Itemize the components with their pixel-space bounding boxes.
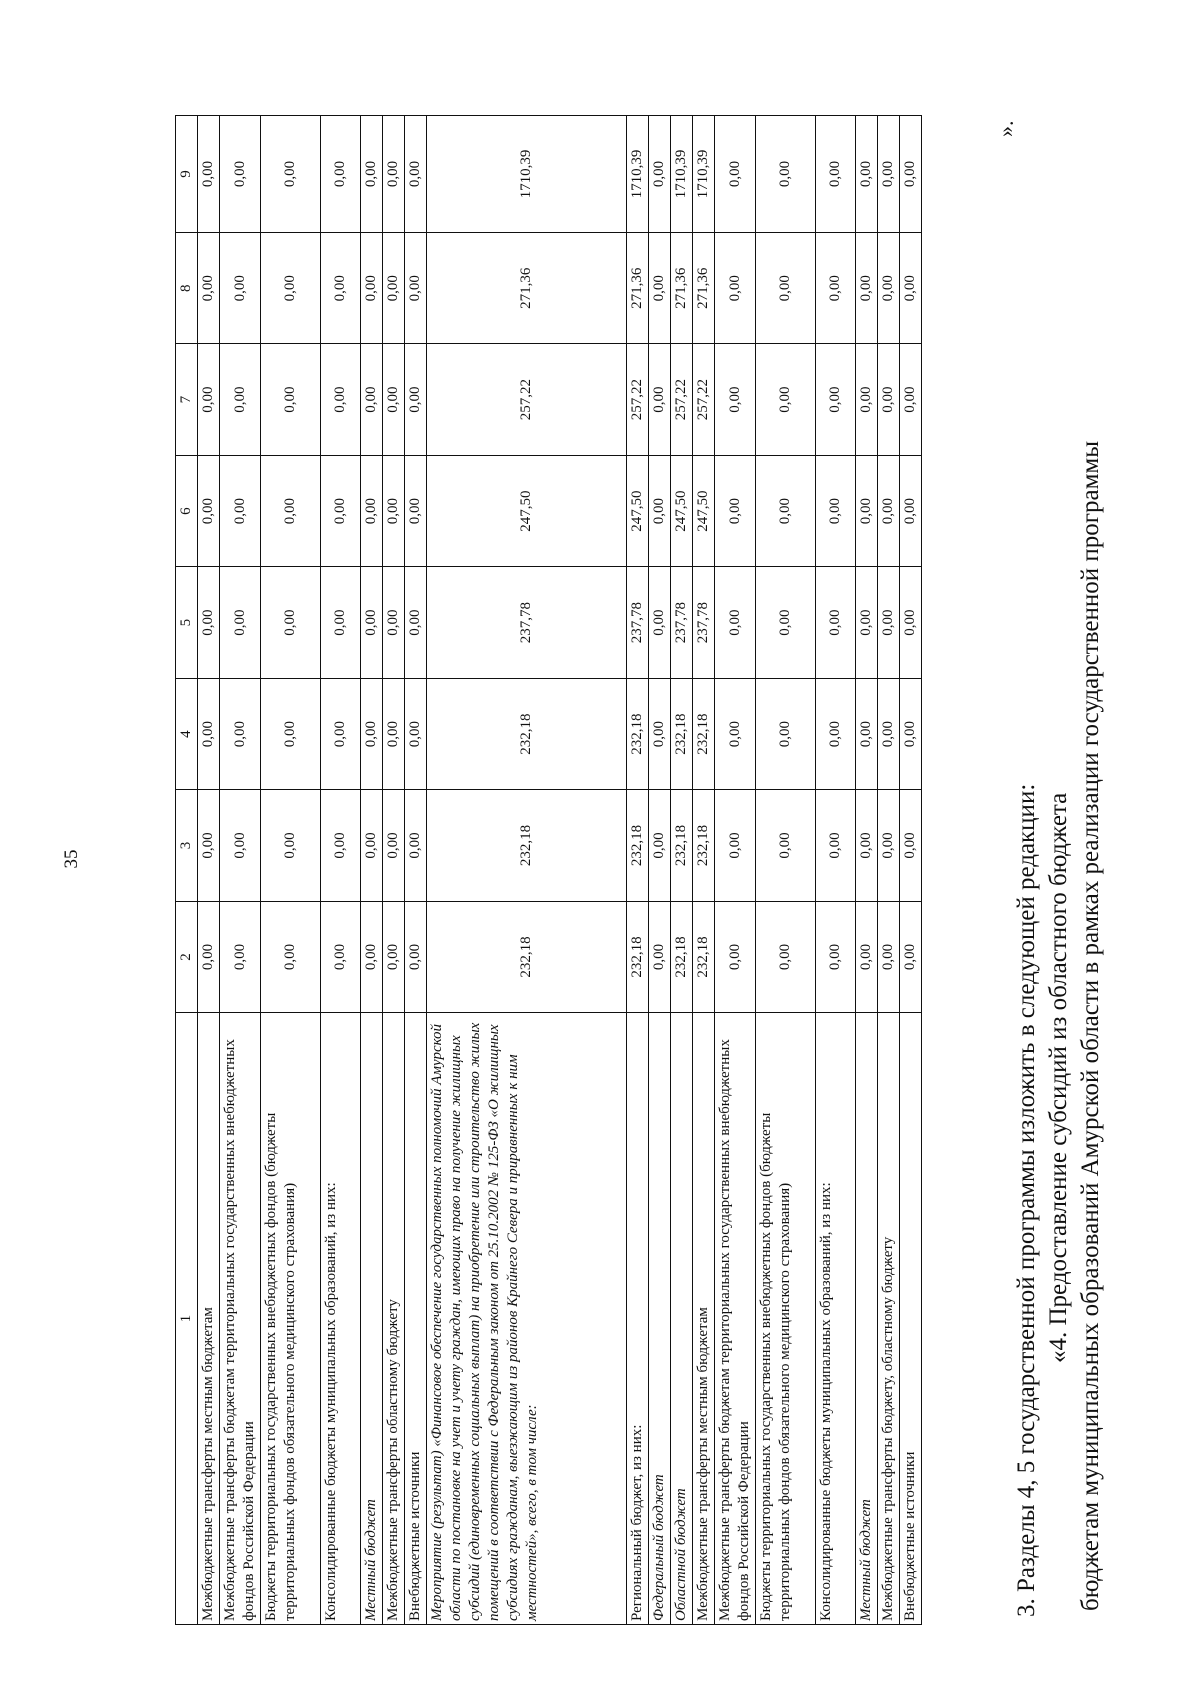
row-label: Внебюджетные источники	[900, 1013, 922, 1625]
value-cell: 0,00	[261, 455, 321, 566]
value-cell: 0,00	[321, 678, 361, 789]
value-cell: 0,00	[361, 455, 383, 566]
table-row	[715, 116, 756, 1625]
header-cell: 5	[176, 567, 198, 678]
value-cell: 0,00	[321, 116, 361, 233]
value-cell: 237,78	[427, 567, 627, 678]
value-cell: 0,00	[649, 455, 671, 566]
row-label: Межбюджетные трансферты бюджетам территориальных государственных внебюджетных фондов Российской Федерации	[715, 1013, 756, 1625]
value-cell: 0,00	[220, 790, 261, 901]
value-cell: 0,00	[405, 567, 427, 678]
value-cell: 0,00	[321, 901, 361, 1012]
value-cell: 0,00	[856, 678, 878, 789]
value-cell: 0,00	[816, 678, 856, 789]
value-cell: 232,18	[693, 678, 715, 789]
value-cell: 0,00	[361, 567, 383, 678]
table-row	[816, 116, 856, 1625]
row-label: Консолидированные бюджеты муниципальных образований, из них:	[816, 1013, 856, 1625]
value-cell: 0,00	[321, 344, 361, 455]
table-row	[261, 116, 321, 1625]
value-cell: 232,18	[693, 901, 715, 1012]
table-row	[856, 116, 878, 1625]
value-cell: 0,00	[361, 344, 383, 455]
value-cell: 257,22	[693, 344, 715, 455]
value-cell: 0,00	[321, 455, 361, 566]
value-cell: 257,22	[427, 344, 627, 455]
value-cell: 0,00	[756, 790, 816, 901]
value-cell: 271,36	[693, 232, 715, 343]
value-cell: 0,00	[816, 567, 856, 678]
value-cell: 0,00	[405, 678, 427, 789]
value-cell: 0,00	[878, 790, 900, 901]
value-cell: 0,00	[715, 567, 756, 678]
header-cell: 8	[176, 232, 198, 343]
value-cell: 0,00	[261, 567, 321, 678]
budget-table-body	[176, 116, 922, 1625]
value-cell: 232,18	[427, 901, 627, 1012]
value-cell: 0,00	[261, 678, 321, 789]
row-label: Бюджеты территориальных государственных внебюджетных фондов (бюджеты территориальных фондов обязательного медицинского страхования)	[261, 1013, 321, 1625]
value-cell: 0,00	[756, 232, 816, 343]
value-cell: 0,00	[878, 455, 900, 566]
table-row	[671, 116, 693, 1625]
value-cell: 0,00	[198, 116, 220, 233]
value-cell: 0,00	[383, 455, 405, 566]
value-cell: 0,00	[383, 344, 405, 455]
page-number: 35	[61, 849, 82, 869]
header-cell: 6	[176, 455, 198, 566]
value-cell: 0,00	[756, 116, 816, 233]
value-cell: 0,00	[361, 116, 383, 233]
value-cell: 0,00	[900, 901, 922, 1012]
value-cell: 0,00	[405, 232, 427, 343]
value-cell: 0,00	[856, 455, 878, 566]
value-cell: 0,00	[816, 232, 856, 343]
row-label: Консолидированные бюджеты муниципальных образований, из них:	[321, 1013, 361, 1625]
value-cell: 0,00	[878, 344, 900, 455]
table-row	[405, 116, 427, 1625]
value-cell: 0,00	[816, 455, 856, 566]
value-cell: 257,22	[627, 344, 649, 455]
row-label: Межбюджетные трансферты местным бюджетам	[693, 1013, 715, 1625]
value-cell: 0,00	[649, 116, 671, 233]
value-cell: 0,00	[900, 116, 922, 233]
row-label: Межбюджетные трансферты областному бюджету	[383, 1013, 405, 1625]
table-row	[649, 116, 671, 1625]
value-cell: 0,00	[261, 232, 321, 343]
value-cell: 1710,39	[693, 116, 715, 233]
value-cell: 0,00	[756, 455, 816, 566]
table-row	[361, 116, 383, 1625]
value-cell: 0,00	[715, 790, 756, 901]
value-cell: 0,00	[405, 116, 427, 233]
value-cell: 237,78	[627, 567, 649, 678]
row-label: Внебюджетные источники	[405, 1013, 427, 1625]
value-cell: 0,00	[198, 344, 220, 455]
value-cell: 0,00	[856, 344, 878, 455]
value-cell: 0,00	[261, 116, 321, 233]
value-cell: 0,00	[261, 901, 321, 1012]
value-cell: 0,00	[383, 790, 405, 901]
value-cell: 0,00	[321, 232, 361, 343]
value-cell: 1710,39	[671, 116, 693, 233]
value-cell: 0,00	[856, 901, 878, 1012]
value-cell: 0,00	[816, 790, 856, 901]
header-cell: 4	[176, 678, 198, 789]
value-cell: 0,00	[383, 901, 405, 1012]
value-cell: 257,22	[671, 344, 693, 455]
value-cell: 0,00	[900, 455, 922, 566]
value-cell: 247,50	[627, 455, 649, 566]
value-cell: 232,18	[693, 790, 715, 901]
row-label: Межбюджетные трансферты бюджету, областному бюджету	[878, 1013, 900, 1625]
row-label: Мероприятие (результат) «Финансовое обеспечение государственных полномочий Амурской области по постановке на учет и учету граждан, имеющих право на получение жилищных субсидий (единовременных социальных выплат) на приобретение или строительство жилых помещений в соответствии с Федеральным законом от 25.10.2002 № 125-ФЗ «О жилищных субсидиях гражданам, выезжающим из районов Крайнего Севера и приравненных к ним местностей», всего, в том числе:	[427, 1013, 627, 1625]
value-cell: 0,00	[198, 790, 220, 901]
value-cell: 0,00	[649, 344, 671, 455]
section-title-line-1: «4. Предоставление субсидий из областного бюджета	[1045, 792, 1072, 1363]
table-row	[693, 116, 715, 1625]
value-cell: 0,00	[649, 678, 671, 789]
value-cell: 0,00	[220, 901, 261, 1012]
value-cell: 0,00	[361, 232, 383, 343]
value-cell: 0,00	[220, 116, 261, 233]
rotated-page-content	[175, 115, 1110, 1625]
value-cell: 0,00	[649, 901, 671, 1012]
value-cell: 0,00	[198, 567, 220, 678]
value-cell: 271,36	[627, 232, 649, 343]
value-cell: 0,00	[856, 232, 878, 343]
value-cell: 247,50	[427, 455, 627, 566]
value-cell: 232,18	[627, 790, 649, 901]
value-cell: 0,00	[756, 901, 816, 1012]
value-cell: 0,00	[756, 678, 816, 789]
value-cell: 0,00	[198, 455, 220, 566]
closing-quote-mark: ».	[993, 120, 1018, 137]
table-row	[321, 116, 361, 1625]
header-cell: 2	[176, 901, 198, 1012]
value-cell: 0,00	[878, 567, 900, 678]
value-cell: 247,50	[693, 455, 715, 566]
value-cell: 232,18	[627, 901, 649, 1012]
row-label: Межбюджетные трансферты местным бюджетам	[198, 1013, 220, 1625]
value-cell: 0,00	[900, 790, 922, 901]
value-cell: 0,00	[383, 678, 405, 789]
row-label: Бюджеты территориальных государственных внебюджетных фондов (бюджеты территориальных фондов обязательного медицинского страхования)	[756, 1013, 816, 1625]
header-cell: 7	[176, 344, 198, 455]
value-cell: 232,18	[627, 678, 649, 789]
header-cell: 1	[176, 1013, 198, 1625]
value-cell: 0,00	[220, 567, 261, 678]
value-cell: 1710,39	[627, 116, 649, 233]
header-cell: 9	[176, 116, 198, 233]
value-cell: 0,00	[405, 790, 427, 901]
value-cell: 0,00	[405, 455, 427, 566]
value-cell: 1710,39	[427, 116, 627, 233]
row-label: Местный бюджет	[361, 1013, 383, 1625]
value-cell: 0,00	[261, 344, 321, 455]
table-row	[878, 116, 900, 1625]
value-cell: 232,18	[671, 678, 693, 789]
value-cell: 0,00	[900, 567, 922, 678]
table-row	[900, 116, 922, 1625]
value-cell: 0,00	[405, 901, 427, 1012]
value-cell: 232,18	[427, 678, 627, 789]
row-label: Областной бюджет	[671, 1013, 693, 1625]
value-cell: 0,00	[715, 901, 756, 1012]
value-cell: 0,00	[816, 116, 856, 233]
table-row	[198, 116, 220, 1625]
value-cell: 0,00	[715, 116, 756, 233]
value-cell: 0,00	[900, 232, 922, 343]
value-cell: 0,00	[220, 455, 261, 566]
value-cell: 237,78	[671, 567, 693, 678]
budget-table	[175, 115, 922, 1625]
value-cell: 0,00	[756, 567, 816, 678]
value-cell: 0,00	[405, 344, 427, 455]
value-cell: 0,00	[198, 901, 220, 1012]
value-cell: 0,00	[261, 790, 321, 901]
value-cell: 0,00	[900, 344, 922, 455]
value-cell: 0,00	[198, 678, 220, 789]
value-cell: 0,00	[361, 790, 383, 901]
amendment-paragraph: 3. Разделы 4, 5 государственной программы изложить в следующей редакции:	[1013, 783, 1040, 1617]
value-cell: 0,00	[715, 344, 756, 455]
value-cell: 0,00	[361, 678, 383, 789]
value-cell: 0,00	[878, 232, 900, 343]
value-cell: 0,00	[220, 344, 261, 455]
table-row	[756, 116, 816, 1625]
value-cell: 0,00	[715, 232, 756, 343]
table-row	[427, 116, 627, 1625]
value-cell: 0,00	[878, 901, 900, 1012]
section-title-line-2: бюджетам муниципальных образований Амурской области в рамках реализации государственной программы	[1077, 440, 1104, 1611]
value-cell: 0,00	[383, 567, 405, 678]
header-cell: 3	[176, 790, 198, 901]
value-cell: 232,18	[427, 790, 627, 901]
value-cell: 0,00	[220, 232, 261, 343]
value-cell: 0,00	[220, 678, 261, 789]
value-cell: 0,00	[715, 678, 756, 789]
value-cell: 0,00	[649, 567, 671, 678]
value-cell: 247,50	[671, 455, 693, 566]
value-cell: 0,00	[816, 344, 856, 455]
value-cell: 0,00	[816, 901, 856, 1012]
value-cell: 0,00	[756, 344, 816, 455]
value-cell: 0,00	[878, 678, 900, 789]
value-cell: 0,00	[649, 790, 671, 901]
value-cell: 0,00	[649, 232, 671, 343]
value-cell: 232,18	[671, 901, 693, 1012]
value-cell: 271,36	[427, 232, 627, 343]
value-cell: 0,00	[383, 116, 405, 233]
row-label: Местный бюджет	[856, 1013, 878, 1625]
value-cell: 0,00	[900, 678, 922, 789]
value-cell: 271,36	[671, 232, 693, 343]
value-cell: 0,00	[198, 232, 220, 343]
value-cell: 0,00	[321, 790, 361, 901]
value-cell: 0,00	[383, 232, 405, 343]
table-row	[383, 116, 405, 1625]
value-cell: 0,00	[856, 790, 878, 901]
table-header-row	[176, 116, 198, 1625]
value-cell: 0,00	[321, 567, 361, 678]
value-cell: 232,18	[671, 790, 693, 901]
value-cell: 0,00	[856, 567, 878, 678]
value-cell: 0,00	[715, 455, 756, 566]
row-label: Региональный бюджет, из них:	[627, 1013, 649, 1625]
value-cell: 0,00	[878, 116, 900, 233]
table-row	[220, 116, 261, 1625]
value-cell: 0,00	[856, 116, 878, 233]
value-cell: 237,78	[693, 567, 715, 678]
row-label: Федеральный бюджет	[649, 1013, 671, 1625]
value-cell: 0,00	[361, 901, 383, 1012]
table-row	[627, 116, 649, 1625]
row-label: Межбюджетные трансферты бюджетам территориальных государственных внебюджетных фондов Российской Федерации	[220, 1013, 261, 1625]
